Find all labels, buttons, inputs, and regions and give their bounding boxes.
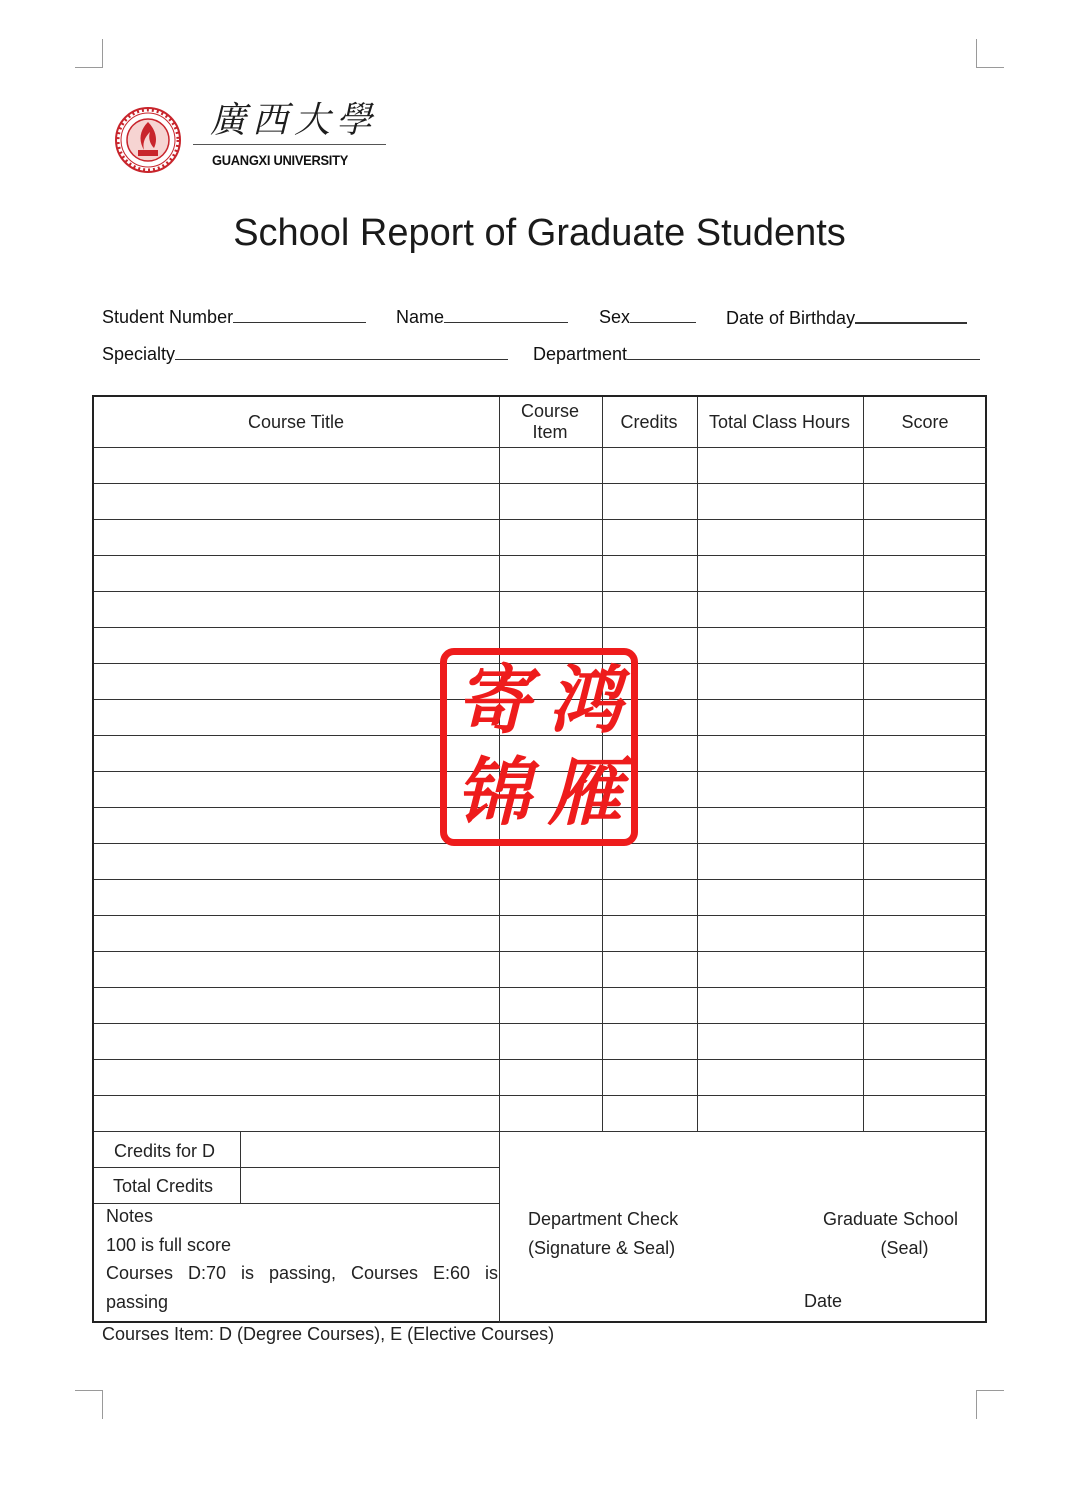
- specialty-field: [102, 341, 508, 365]
- crop-mark-top-left: [75, 39, 103, 68]
- row-divider: [94, 483, 987, 484]
- sex-blank[interactable]: [630, 304, 696, 323]
- name-field: [396, 304, 568, 328]
- specialty-label: Specialty: [102, 344, 176, 364]
- specialty-blank[interactable]: [175, 341, 508, 360]
- header-score: Score: [901, 411, 949, 432]
- university-name-en: GUANGXI UNIVERSITY: [212, 152, 349, 168]
- row-divider: [94, 1059, 987, 1060]
- header-total-class-hours: Total Class Hours: [708, 411, 851, 432]
- university-seal-icon: [114, 106, 182, 174]
- stamp-char-3: 锦: [456, 750, 530, 836]
- credits-for-d-value[interactable]: [241, 1133, 499, 1167]
- graduate-school-sublabel: (Seal): [880, 1237, 929, 1258]
- row-divider: [94, 627, 987, 628]
- document-title: School Report of Graduate Students: [233, 212, 846, 254]
- notes-line-passing: Courses D:70 is passing, Courses E:60 is passing: [106, 1263, 498, 1312]
- notes-line-full-score: 100 is full score: [106, 1234, 232, 1255]
- student-number-blank[interactable]: [233, 304, 366, 323]
- birthday-label: Date of Birthday: [726, 308, 856, 328]
- row-divider: [94, 987, 987, 988]
- department-check-label: Department Check: [528, 1209, 679, 1229]
- header-course-title: Course Title: [247, 411, 345, 432]
- column-divider: [863, 397, 864, 1131]
- notes-block: [106, 1202, 498, 1316]
- column-divider: [697, 397, 698, 1131]
- crop-mark-bottom-left: [75, 1390, 103, 1419]
- crop-mark-bottom-right: [976, 1390, 1004, 1419]
- department-blank[interactable]: [627, 341, 980, 360]
- university-name-cn: 廣西大學: [210, 100, 379, 141]
- row-divider: [94, 591, 987, 592]
- department-field: [533, 341, 980, 365]
- department-check-block: [528, 1205, 678, 1262]
- name-blank[interactable]: [444, 304, 568, 323]
- row-divider: [94, 555, 987, 556]
- total-credits-value[interactable]: [241, 1168, 499, 1202]
- header-divider: [94, 447, 987, 448]
- row-divider: [94, 951, 987, 952]
- total-credits-label: Total Credits: [113, 1176, 214, 1196]
- header-credits: Credits: [620, 411, 678, 432]
- section-divider: [499, 1131, 500, 1323]
- birthday-field: [726, 304, 967, 329]
- red-seal-stamp: [440, 648, 638, 846]
- stamp-char-4: 雁: [548, 750, 622, 836]
- header-course-item: Course Item: [520, 401, 580, 442]
- graduate-school-label: Graduate School: [822, 1209, 959, 1229]
- row-divider: [94, 915, 987, 916]
- course-item-footnote: Courses Item: D (Degree Courses), E (Elective Courses): [102, 1324, 555, 1344]
- row-divider: [94, 1131, 987, 1132]
- graduate-school-block: [819, 1205, 962, 1262]
- student-number-field: [102, 304, 366, 328]
- department-label: Department: [533, 344, 628, 364]
- credits-for-d-label: Credits for D: [114, 1141, 216, 1161]
- stamp-char-2: 鸿: [548, 658, 622, 744]
- sex-field: [599, 304, 696, 328]
- report-table: [92, 395, 987, 1323]
- birthday-blank[interactable]: [855, 304, 967, 324]
- row-divider: [94, 1023, 987, 1024]
- logo-divider: [193, 144, 386, 145]
- date-label: Date: [804, 1291, 843, 1311]
- department-check-sublabel: (Signature & Seal): [528, 1237, 676, 1258]
- crop-mark-top-right: [976, 39, 1004, 68]
- notes-heading: Notes: [106, 1206, 154, 1226]
- stamp-char-1: 寄: [456, 658, 530, 744]
- sex-label: Sex: [599, 307, 631, 327]
- row-divider: [94, 1095, 987, 1096]
- row-divider: [94, 879, 987, 880]
- student-number-label: Student Number: [102, 307, 234, 327]
- row-divider: [94, 519, 987, 520]
- name-label: Name: [396, 307, 445, 327]
